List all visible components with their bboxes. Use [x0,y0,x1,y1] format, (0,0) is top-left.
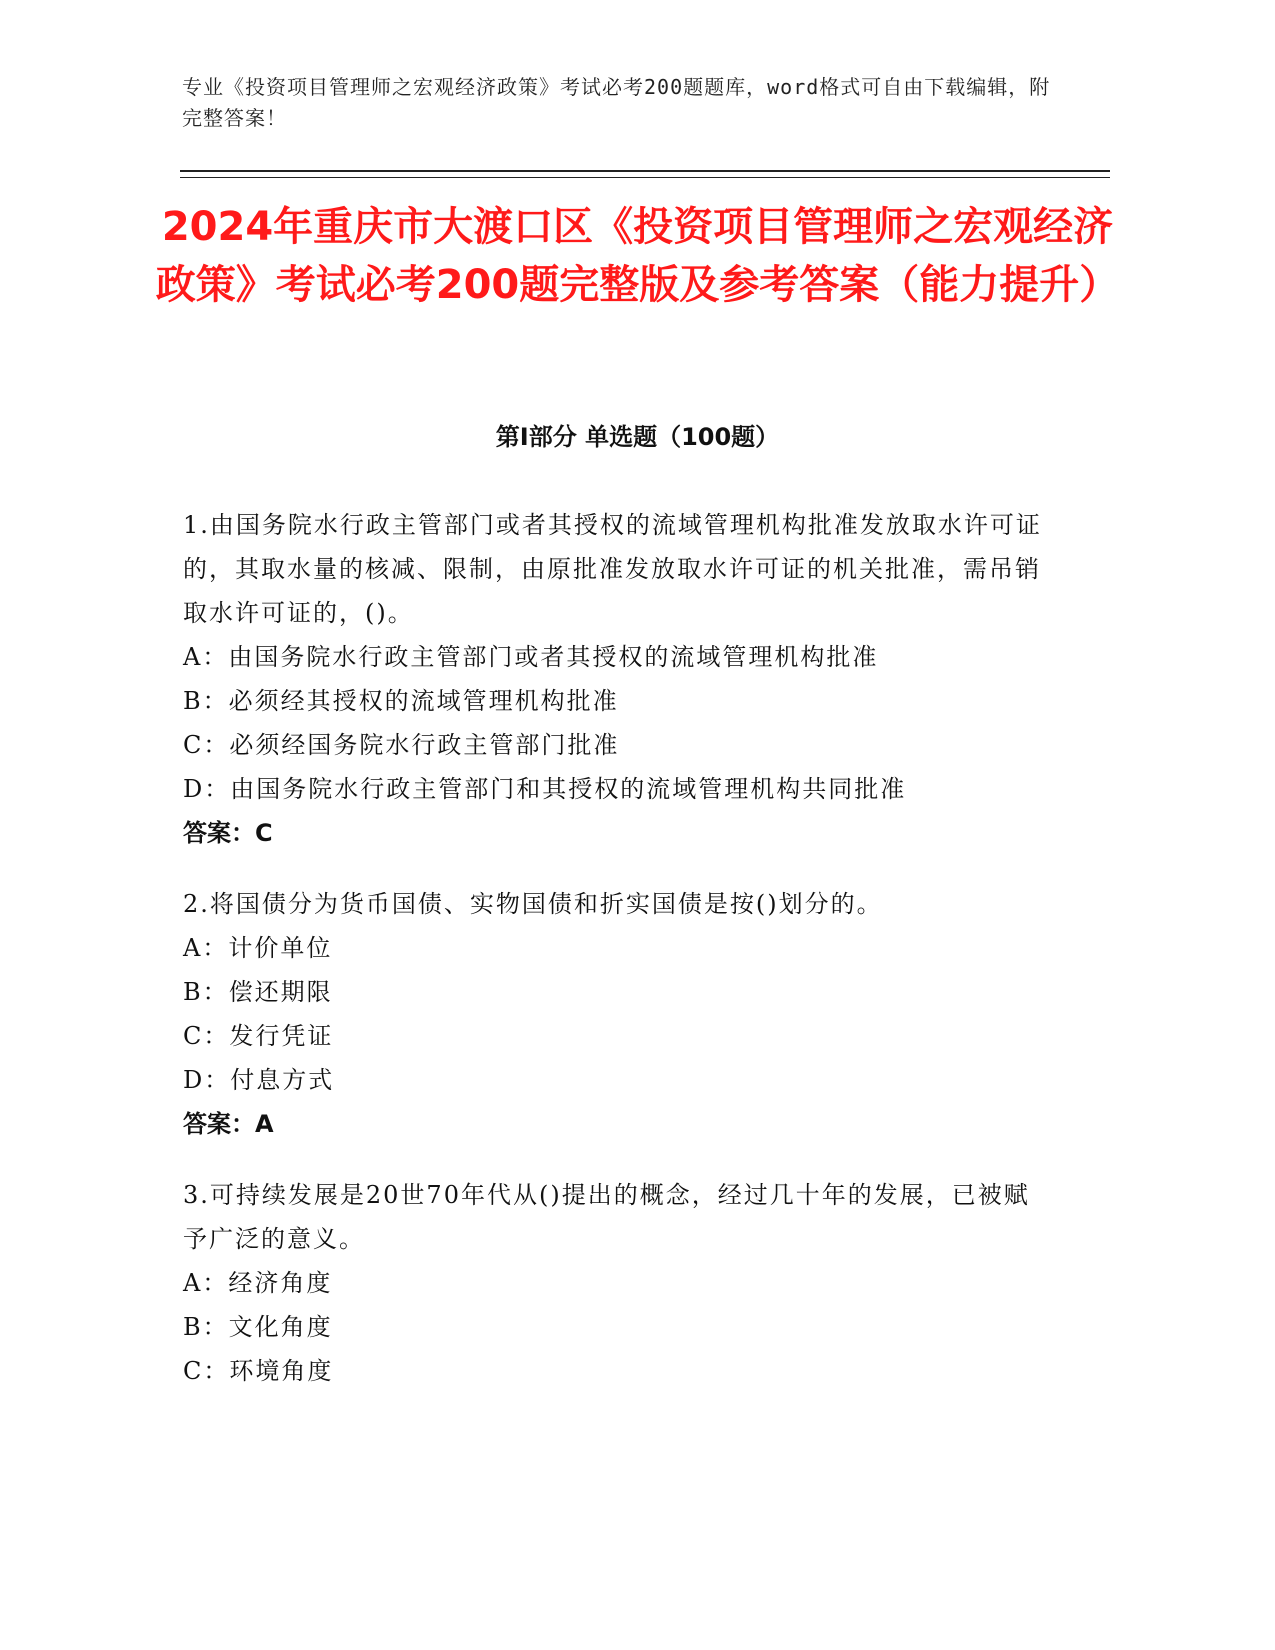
header-divider-thick [180,170,1110,172]
question-1 [183,503,1043,855]
option-a: A：经济角度 [183,1269,333,1297]
header-note: 专业《投资项目管理师之宏观经济政策》考试必考200题题库，word格式可自由下载编辑，附完整答案！ [182,75,1051,130]
option-b: B：必须经其授权的流域管理机构批准 [183,687,619,715]
question-stem: 2.将国债分为货币国债、实物国债和折实国债是按()划分的。 [183,890,883,918]
question-stem: 3.可持续发展是20世70年代从()提出的概念，经过几十年的发展，已被赋予广泛的意义。 [183,1181,1030,1253]
question-stem: 1.由国务院水行政主管部门或者其授权的流域管理机构批准发放取水许可证的，其取水量的核减、限制，由原批准发放取水许可证的机关批准，需吊销取水许可证的，()。 [183,511,1042,627]
option-c: C：发行凭证 [183,1022,334,1050]
option-d: D：付息方式 [183,1066,335,1094]
question-list [183,503,1043,1420]
option-a: A：由国务院水行政主管部门或者其授权的流域管理机构批准 [183,643,879,671]
option-c: C：必须经国务院水行政主管部门批准 [183,731,620,759]
document-title: 2024年重庆市大渡口区《投资项目管理师之宏观经济政策》考试必考200题完整版及参考答案（能力提升） [155,204,1120,308]
section-title: 第Ⅰ部分 单选题（100题） [495,423,780,451]
answer: 答案：A [183,1110,274,1138]
option-b: B：偿还期限 [183,978,333,1006]
question-2 [183,882,1043,1146]
answer: 答案：C [183,819,273,847]
option-b: B：文化角度 [183,1313,333,1341]
option-d: D：由国务院水行政主管部门和其授权的流域管理机构共同批准 [183,775,907,803]
question-3 [183,1173,1043,1393]
header-divider-thin [180,177,1110,178]
option-a: A：计价单位 [183,934,333,962]
option-c: C：环境角度 [183,1357,334,1385]
